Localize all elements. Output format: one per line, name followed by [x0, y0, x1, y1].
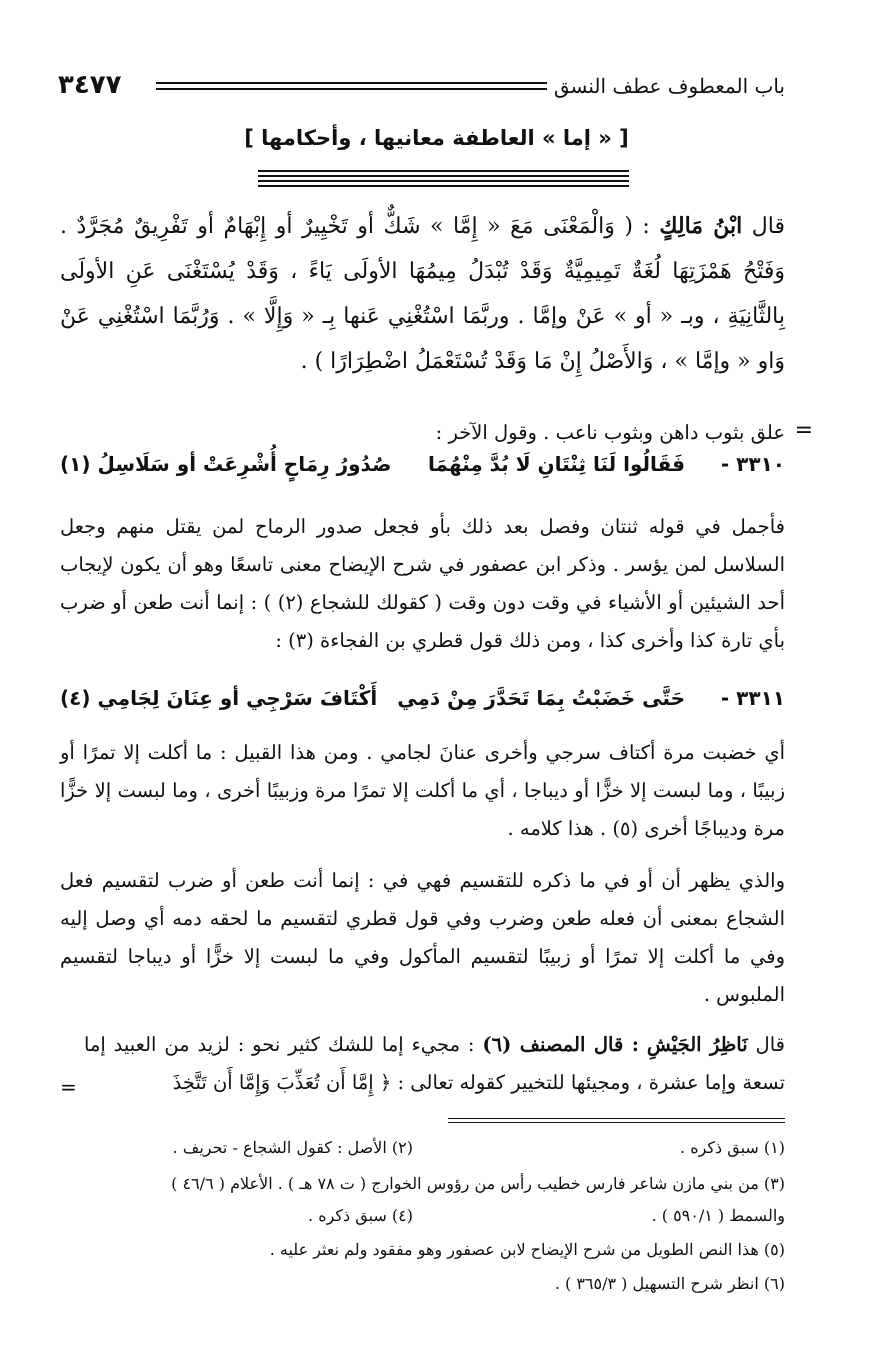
- para4-label: : قال المصنف (٦): [482, 1033, 639, 1056]
- paragraph-3: والذي يظهر أن أو في ما ذكره للتقسيم فهي في : إنما أنت طعن أو ضرب لتقسيم فعل الشجاع بمعنى أن فعله طعن وضرب وفي قول قطري لتقسيم ما لحقه دمه أي وصل إليه وفي ما أكلت إلا تمرًا أو زبيبًا لتقسيم المأكول وفي ما لبست إلا خزًّا أو ديباجا لتقسيم الملبوس .: [60, 869, 785, 1006]
- verse-3311: [60, 686, 785, 722]
- running-header: [58, 70, 785, 110]
- footnote-4: (٤) سبق ذكره .: [308, 1206, 413, 1225]
- paragraph-4: [84, 1026, 785, 1102]
- section-heading: [ « إما » العاطفة معانيها ، وأحكامها ]: [244, 126, 629, 150]
- paragraph-1: فأجمل في قوله ثنتان وفصل بعد ذلك بأو فجعل صدور الرماح لمن يقتل منهم وجعل السلاسل لمن يؤسر . وذكر ابن عصفور في شرح الإيضاح معنى تاسعًا وهو أن يكون لإيجاب أحد الشيئين أو الأشياء في وقت دون وقت ( كقولك للشجاع (٢) ) : إنما أنت طعن أو ضرب بأي تارة كذا وأخرى كذا ، ومن ذلك قول قطري بن الفجاءة (٣) :: [60, 515, 785, 652]
- continues-mark: =: [60, 1075, 77, 1099]
- continuation-mark: =: [794, 418, 813, 443]
- heading-rule-2: [258, 175, 629, 177]
- footnote-6: (٦) انظر شرح التسهيل ( ٣٦٥/٣ ) .: [554, 1274, 785, 1293]
- matn-text: [60, 204, 785, 384]
- para4-body: : مجيء إما للشك كثير نحو : لزيد من العبيد إما تسعة وإما عشرة ، ومجيئها للتخيير كقوله تعالى : ﴿ إِمَّا أَن تُعَذِّبَ وَإِمَّا أَن تَتَّخِذَ: [84, 1033, 785, 1094]
- footnote-rule-1: [448, 1118, 785, 1119]
- footnote-5: (٥) هذا النص الطويل من شرح الإيضاح لابن عصفور وهو مفقود ولم نعثر عليه .: [269, 1240, 785, 1259]
- commentator-name: نَاظِرُ الجَيْشِ: [646, 1033, 748, 1056]
- verse-hemistich-2: أَكْتَافَ سَرْجِي أو عِنَانَ لِجَامِي (٤): [60, 686, 378, 710]
- footnote-3: (٣) من بني مازن شاعر فارس خطيب رأس من رؤوس الخوارج ( ت ٧٨ هـ ) . الأعلام ( ٤٦/٦ ): [171, 1174, 785, 1193]
- paragraph-2: أي خضبت مرة أكتاف سرجي وأخرى عنانَ لجامي . ومن هذا القبيل : ما أكلت إلا تمرًا أو زبيبًا ، وما لبست إلا خزًّا أو ديباجا ، أي ما أكلت إلا تمرًا مرة وزبيبًا أخرى ، وما لبست إلا خزًّا مرة وديباجًا أخرى (٥) . هذا كلامه .: [60, 741, 785, 840]
- continuation-line: [60, 414, 785, 452]
- page-number: ٣٤٧٧: [58, 70, 122, 100]
- verse-3310: [60, 452, 785, 488]
- continuation-text: علق بثوب داهن وبثوب ناعب . وقول الآخر :: [435, 421, 785, 444]
- footnote-1: (١) سبق ذكره .: [680, 1138, 785, 1157]
- verse-hemistich-1: فَقَالُوا لَنَا ثِنْتَانِ لَا بُدَّ مِنْهُمَا: [428, 452, 685, 476]
- footnote-2: (٢) الأصل : كقول الشجاع - تحريف .: [172, 1138, 413, 1157]
- chapter-title: باب المعطوف عطف النسق: [553, 74, 785, 98]
- para4-intro: قال: [755, 1033, 785, 1056]
- verse-number: ٣٣١٠ -: [720, 452, 785, 476]
- author-name: ابْنُ مَالِكٍ: [659, 213, 743, 239]
- verse-hemistich-2: صُدُورُ رِمَاحٍ أُشْرِعَتْ أو سَلَاسِلُ (١): [60, 452, 392, 476]
- heading-rule-4: [258, 185, 629, 187]
- verse-hemistich-1: حَتَّى خَضَبْتُ بِمَا تَحَدَّرَ مِنْ دَمِي: [397, 686, 685, 710]
- heading-rule-1: [258, 170, 629, 172]
- footnote-rule-2: [448, 1122, 785, 1123]
- matn-body: : ( وَالْمَعْنَى مَعَ « إِمَّا » شَكٌّ أو تَخْيِيرٌ أو إِبْهَامٌ أو تَفْرِيقٌ مُجَرَّدٌ . وَفَتْحُ هَمْزَتِهَا لُغَةٌ تَمِيمِيَّةٌ وَقَدْ تُبْدَلُ مِيمُهَا الأولَى يَاءً ، وَقَدْ يُسْتَغْنَى عَنِ الأولَى بِالثَّانِيَةِ ، وبـ « أو » عَنْ وإمَّا . وربَّمَا اسْتُغْنِي عَنها بِـ « وَإِلَّا » . وَرُبَّمَا اسْتُغْنِي عَنْ وَاو « وإمَّا » ، وَالأَصْلُ إِنْ مَا وَقَدْ تُسْتَعْمَلُ اضْطِرَارًا ) .: [60, 214, 785, 374]
- header-rule: [156, 82, 547, 90]
- matn-intro: قال: [751, 214, 785, 239]
- verse-number: ٣٣١١ -: [720, 686, 785, 710]
- footnote-3-cont: والسمط ( ٥٩٠/١ ) .: [651, 1206, 785, 1225]
- heading-rule-3: [258, 180, 629, 182]
